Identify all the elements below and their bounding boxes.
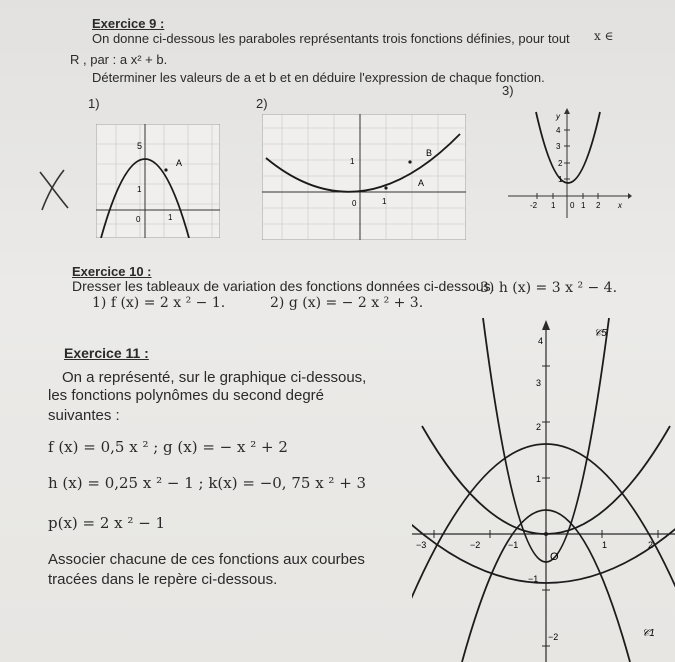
graph-2-point-a [384, 186, 387, 189]
ex10-title: Exercice 10 : [72, 264, 152, 279]
ex11-question-1: Associer chacune de ces fonctions aux courbes [48, 551, 365, 568]
ex11-title: Exercice 11 : [64, 345, 149, 361]
ex11-label-x1: 1 [602, 540, 608, 550]
graph-1-label-x1: 1 [168, 213, 173, 222]
graph-3-label-x2: 2 [596, 201, 601, 210]
graph-1-point-a [164, 168, 167, 171]
graph-1-label-a: A [176, 158, 183, 168]
ex9-item-1: 1) [88, 96, 100, 111]
ex11-label-ym2: −2 [548, 632, 559, 642]
graph-3-label-y: y [556, 112, 560, 121]
graph-3-parabola [536, 112, 600, 183]
ex11-label-xm1: −1 [508, 540, 519, 550]
graph-3-label-x: x [618, 201, 622, 210]
graph-2-label-y1: 1 [350, 157, 355, 166]
graph-1-label-y1: 1 [137, 185, 142, 194]
ex9-line2: R , par : a x² + b. [70, 52, 168, 67]
graph-3-label-y4: 4 [556, 126, 561, 135]
ex9-line3: Déterminer les valeurs de a et b et en déduire l'expression de chaque fonction. [92, 70, 545, 85]
graph-3-label-y1: 1 [558, 175, 563, 184]
ex11-label-y2: 2 [536, 422, 542, 432]
graph-3-label-y2: 2 [558, 159, 563, 168]
graph-2-label-x1: 1 [382, 197, 387, 206]
ex11-label-xm2: −2 [470, 540, 481, 550]
curve-h [412, 492, 675, 583]
ex11-label-y3: 3 [536, 378, 542, 388]
graph-3-label-xm2: -2 [530, 201, 538, 210]
ex11-text-3: suivantes : [48, 407, 120, 424]
ex11-text-2: les fonctions polynômes du second degré [48, 387, 325, 404]
graph-3-x-arrow [628, 193, 632, 199]
graph-2-label-x0: 0 [352, 199, 357, 208]
ex11-label-origin: O [550, 551, 559, 563]
graph-1-label-y5: 5 [137, 141, 143, 151]
ex11-label-xm3: −3 [416, 540, 427, 550]
ex11-text-1: On a représenté, sur le graphique ci-dessous, [62, 369, 367, 386]
ex9-graph-1 [96, 124, 220, 238]
ex10-function-3: 3) h (x) = 3 x ² − 4. [480, 280, 618, 296]
ex11-question-2: tracées dans le repère ci-dessous. [48, 571, 278, 588]
ex9-graph-3 [508, 106, 632, 218]
graph-3-label-x1: 1 [581, 201, 586, 210]
ex11-label-y4: 4 [538, 336, 544, 346]
graph-1-label-x0: 0 [136, 215, 141, 224]
ex9-title: Exercice 9 : [92, 16, 165, 31]
ex9-graph-2 [262, 114, 466, 240]
ex11-label-ym1: −1 [528, 574, 539, 584]
ex11-functions-h-k: h (x) = 0,25 x ² − 1 ; k(x) = −0, 75 x ² + 3 [48, 474, 367, 492]
ex10-function-2: 2) g (x) = − 2 x ² + 3. [270, 295, 424, 311]
ex9-line1-tail: x ∈ [594, 29, 614, 43]
ex11-label-x2: 2 [648, 540, 654, 550]
graph-3-label-xm1: 1 [551, 201, 556, 210]
graph-2-point-b [408, 160, 411, 163]
graph-2-label-b: B [426, 148, 433, 158]
handwritten-cross-mark [36, 168, 72, 212]
ex11-origin-point [544, 532, 548, 536]
ex11-label-c1: 𝒞1 [642, 628, 655, 639]
graph-3-y-arrow [564, 108, 570, 114]
ex9-item-2: 2) [256, 96, 268, 111]
ex10-function-1: 1) f (x) = 2 x ² − 1. [92, 295, 226, 311]
ex11-label-c5: 𝒞5 [594, 328, 607, 339]
ex11-graph [412, 318, 675, 662]
graph-2-label-a: A [418, 178, 425, 188]
ex9-line1: On donne ci-dessous les paraboles représentants trois fonctions définies, pour tout [92, 31, 570, 46]
graph-3-label-x0: 0 [570, 201, 575, 210]
ex9-item-3: 3) [502, 83, 514, 98]
ex11-y-arrow [542, 320, 550, 330]
ex11-label-y1: 1 [536, 474, 542, 484]
graph-3-label-y3: 3 [556, 142, 561, 151]
ex11-function-p: p(x) = 2 x ² − 1 [48, 514, 166, 532]
ex10-intro: Dresser les tableaux de variation des fonctions données ci-dessous. [72, 278, 495, 294]
graph-1-frame [96, 124, 220, 238]
ex11-functions-f-g: f (x) = 0,5 x ² ; g (x) = − x ² + 2 [48, 438, 288, 456]
